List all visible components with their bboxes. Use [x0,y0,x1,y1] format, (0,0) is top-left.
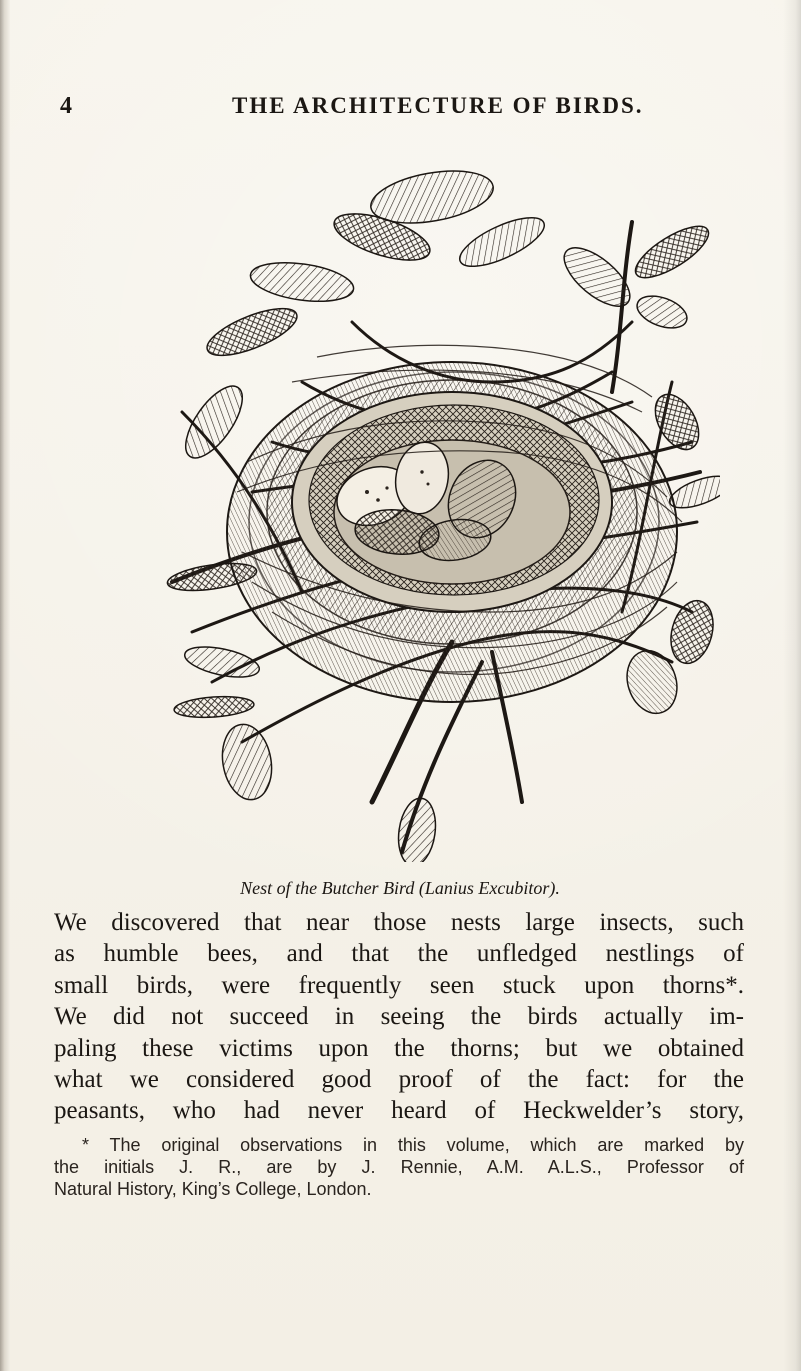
footnote-line: Natural History, King’s College, London. [54,1179,372,1199]
figure-caption: Nest of the Butcher Bird (Lanius Excubitor). [240,878,560,898]
page-number: 4 [60,93,73,119]
body-line: as humble bees, and that the unfledged nestlings of [54,940,744,968]
nest-illustration [152,162,720,862]
footnote [54,1134,744,1200]
body-line: peasants, who had never heard of Heckwelder’s story, [54,1097,744,1125]
nest-engraving [152,162,720,862]
footnote-line: the initials J. R., are by J. Rennie, A.M. A.L.S., Professor of [54,1157,744,1177]
footnote-line: * The original observations in this volume, which are marked by [82,1135,744,1155]
body-line: small birds, were frequently seen stuck upon thorns*. [54,971,744,999]
page-right-shadow [783,0,801,1371]
body-line: what we considered good proof of the fact: for the [54,1066,744,1094]
body-paragraph [54,907,744,1127]
body-line: We did not succeed in seeing the birds actually im- [54,1003,744,1031]
running-title: THE ARCHITECTURE OF BIRDS. [232,93,644,118]
running-head [60,93,740,125]
body-line: We discovered that near those nests large insects, such [54,909,744,936]
page-binding-edge [0,0,10,1371]
body-line: paling these victims upon the thorns; but we obtained [54,1034,744,1062]
